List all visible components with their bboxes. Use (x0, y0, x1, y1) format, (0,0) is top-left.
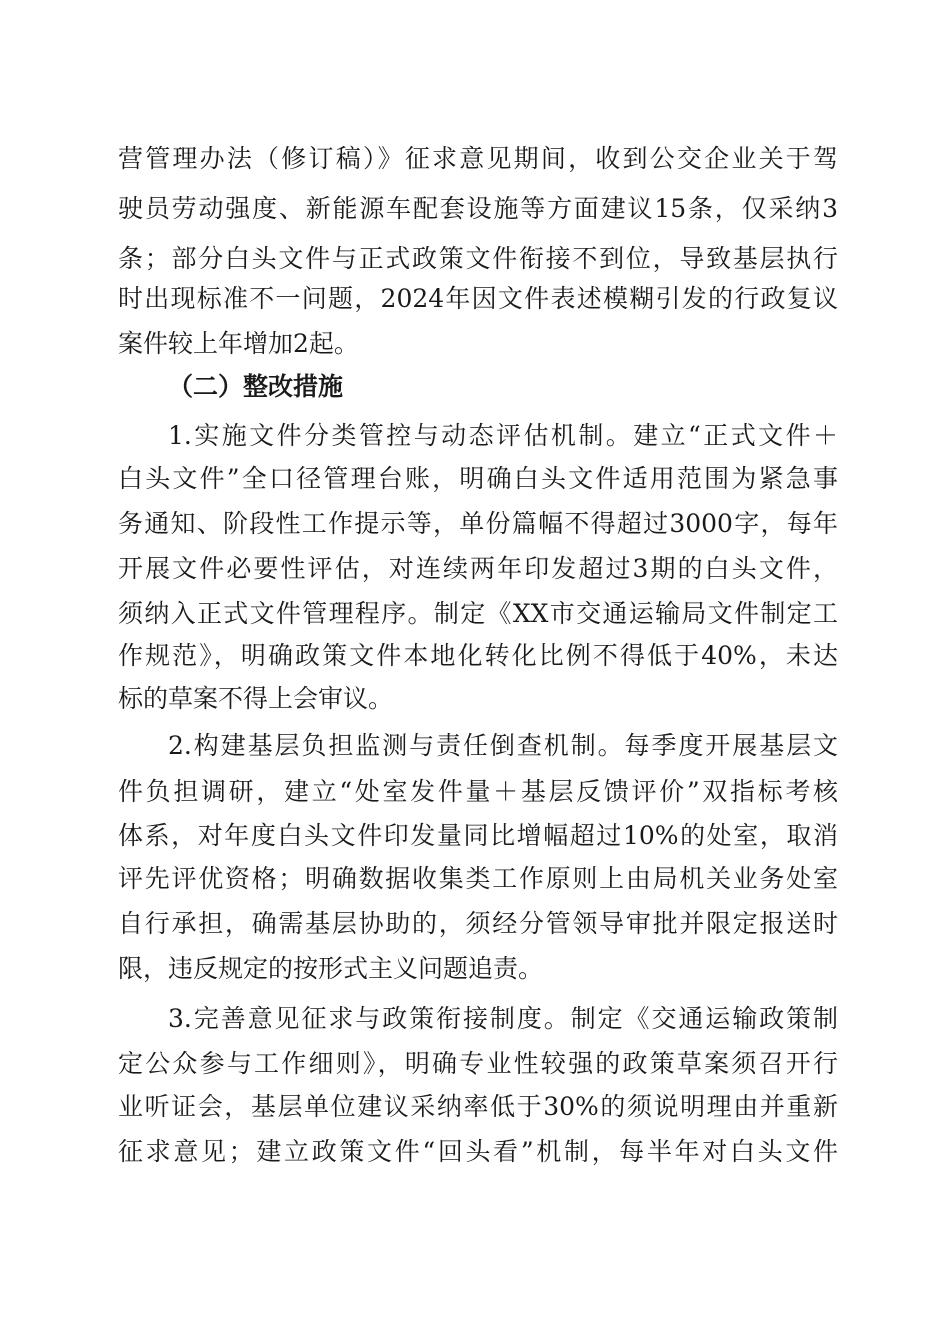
paragraph-line: 业听证会，基层单位建议采纳率低于30%的须说明理由并重新 (118, 1092, 838, 1121)
paragraph-line: 评先评优资格；明确数据收集类工作原则上由局机关业务处室 (118, 864, 838, 893)
paragraph-line: 2.构建基层负担监测与责任倒查机制。每季度开展基层文 (168, 731, 838, 760)
paragraph-line: 须纳入正式文件管理程序。制定《XX市交通运输局文件制定工 (118, 599, 838, 628)
paragraph-line: 标的草案不得上会审议。 (118, 684, 394, 713)
paragraph-line: 自行承担，确需基层协助的，须经分管领导审批并限定报送时 (118, 909, 838, 938)
paragraph-line: 条；部分白头文件与正式政策文件衔接不到位，导致基层执行 (118, 244, 838, 273)
paragraph-line: 体系，对年度白头文件印发量同比增幅超过10%的处室，取消 (118, 821, 838, 850)
section-heading: （二）整改措施 (168, 372, 344, 401)
paragraph-line: 3.完善意见征求与政策衔接制度。制定《交通运输政策制 (168, 1004, 838, 1033)
paragraph-line: 务通知、阶段性工作提示等，单份篇幅不得超过3000字，每年 (118, 509, 838, 538)
paragraph-line: 1.实施文件分类管控与动态评估机制。建立“正式文件＋ (168, 421, 838, 450)
paragraph-line: 驶员劳动强度、新能源车配套设施等方面建议15条，仅采纳3 (118, 194, 838, 223)
paragraph-line: 开展文件必要性评估，对连续两年印发超过3期的白头文件， (118, 554, 838, 583)
paragraph-line: 作规范》，明确政策文件本地化转化比例不得低于40%，未达 (118, 641, 838, 670)
paragraph-line: 限，违反规定的按形式主义问题追责。 (118, 954, 544, 983)
paragraph-line: 时出现标准不一问题，2024年因文件表述模糊引发的行政复议 (118, 284, 838, 313)
paragraph-line: 案件较上年增加2起。 (118, 329, 359, 358)
paragraph-line: 征求意见；建立政策文件“回头看”机制，每半年对白头文件 (118, 1137, 838, 1166)
paragraph-line: 白头文件”全口径管理台账，明确白头文件适用范围为紧急事 (118, 464, 838, 493)
paragraph-line: 营管理办法（修订稿）》征求意见期间，收到公交企业关于驾 (118, 144, 838, 173)
paragraph-line: 件负担调研，建立“处室发件量＋基层反馈评价”双指标考核 (118, 777, 838, 806)
paragraph-line: 定公众参与工作细则》，明确专业性较强的政策草案须召开行 (118, 1049, 838, 1078)
